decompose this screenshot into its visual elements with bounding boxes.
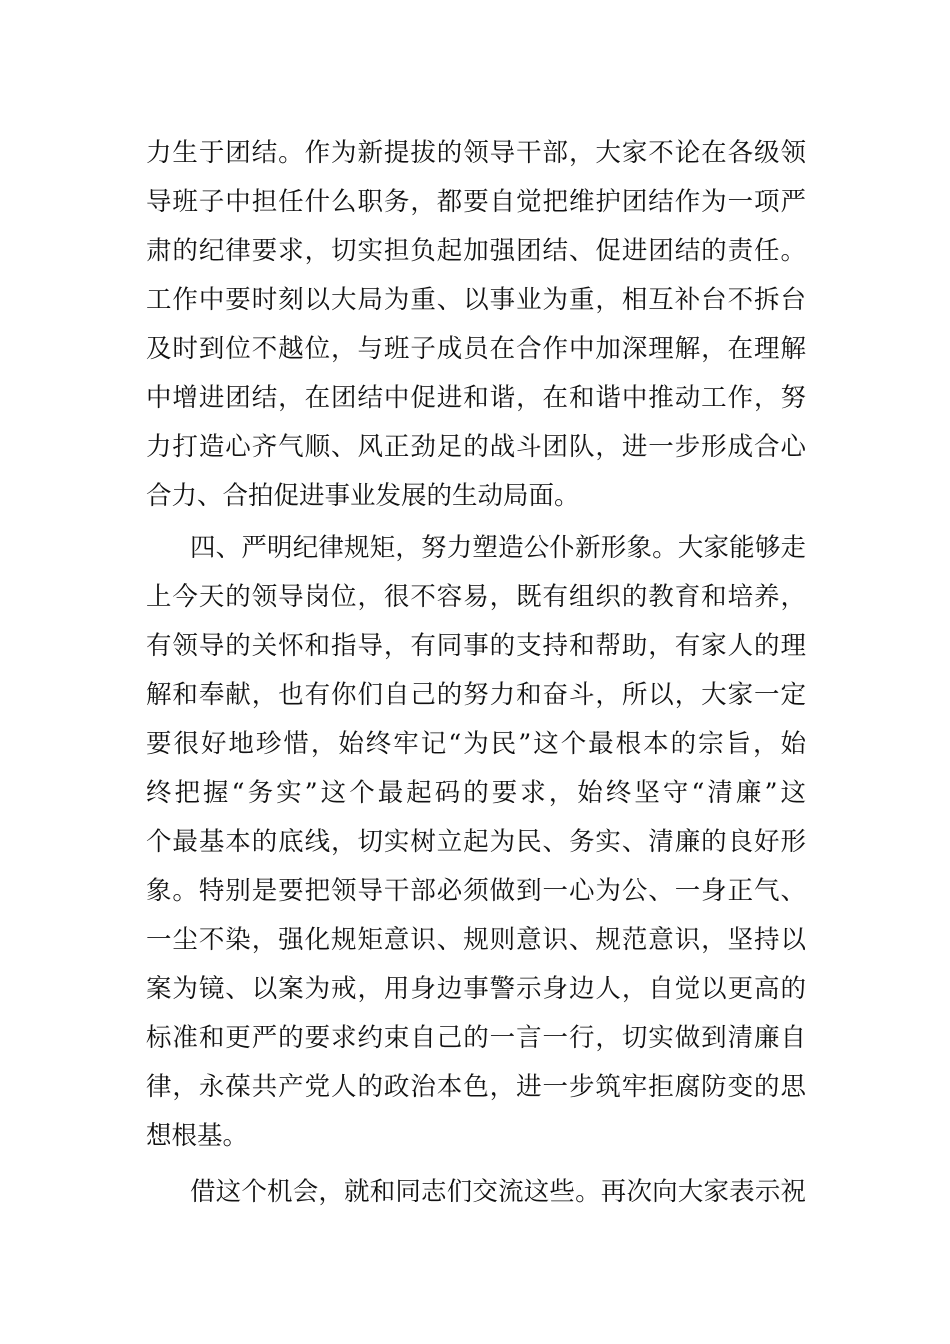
text-line: 合力、合拍促进事业发展的生动局面。: [146, 481, 580, 511]
text-line: 中增进团结，在团结中促进和谐，在和谐中推动工作，努: [146, 383, 806, 413]
text-line: 想根基。: [146, 1121, 249, 1151]
text-line: 工作中要时刻以大局为重、以事业为重，相互补台不拆台: [146, 285, 806, 315]
text-line: 终把握“务实”这个最起码的要求，始终坚守“清廉”这: [146, 778, 806, 808]
text-line: 导班子中担任什么职务，都要自觉把维护团结作为一项严: [146, 187, 806, 217]
text-line: 力打造心齐气顺、风正劲足的战斗团队，进一步形成合心: [146, 432, 806, 462]
text-line: 个最基本的底线，切实树立起为民、务实、清廉的良好形: [146, 827, 806, 857]
paragraph-5: [146, 1168, 806, 1217]
text-line: 要很好地珍惜，始终牢记“为民”这个最根本的宗旨，始: [146, 729, 806, 759]
text-line: 律，永葆共产党人的政治本色，进一步筑牢拒腐防变的思: [146, 1072, 806, 1102]
text-line: 借这个机会，就和同志们交流这些。再次向大家表示祝: [190, 1177, 806, 1207]
text-line: 及时到位不越位，与班子成员在合作中加深理解，在理解: [146, 334, 806, 364]
paragraph-4: [146, 524, 806, 1161]
text-line: 力生于团结。作为新提拔的领导干部，大家不论在各级领: [146, 138, 806, 168]
paragraph-3-continuation: [146, 129, 806, 521]
text-line: 一尘不染，强化规矩意识、规则意识、规范意识，坚持以: [146, 925, 806, 955]
text-line: 解和奉献，也有你们自己的努力和奋斗，所以，大家一定: [146, 680, 806, 710]
text-line: 肃的纪律要求，切实担负起加强团结、促进团结的责任。: [146, 236, 806, 266]
text-line: 标准和更严的要求约束自己的一言一行，切实做到清廉自: [146, 1023, 806, 1053]
text-line: 有领导的关怀和指导，有同事的支持和帮助，有家人的理: [146, 631, 806, 661]
text-line: 四、严明纪律规矩，努力塑造公仆新形象。大家能够走: [190, 533, 806, 563]
text-line: 案为镜、以案为戒，用身边事警示身边人，自觉以更高的: [146, 974, 806, 1004]
text-line: 上今天的领导岗位，很不容易，既有组织的教育和培养，: [146, 582, 806, 612]
text-line: 象。特别是要把领导干部必须做到一心为公、一身正气、: [146, 876, 806, 906]
